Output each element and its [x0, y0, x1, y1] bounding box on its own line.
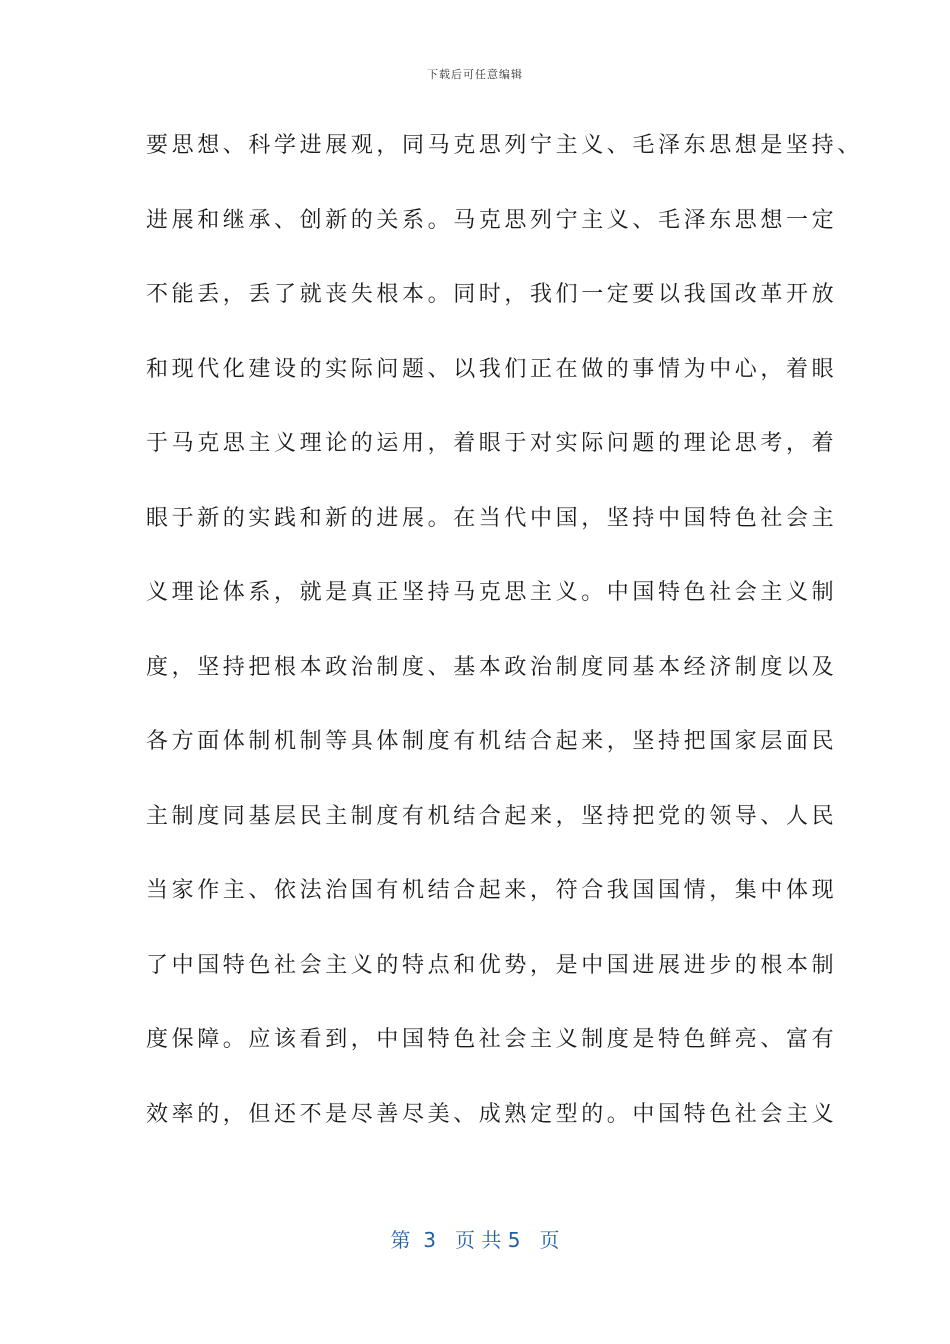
page-number-footer: 第 3 页 共 5 页 [390, 1228, 560, 1252]
body-line: 主制度同基层民主制度有机结合起来，坚持把党的领导、人民 [146, 803, 838, 829]
body-line: 于马克思主义理论的运用，着眼于对实际问题的理论思考，着 [146, 431, 838, 456]
body-line: 要思想、科学进展观，同马克思列宁主义、毛泽东思想是坚持、 [146, 133, 863, 158]
body-line: 效率的，但还不是尽善尽美、成熟定型的。中国特色社会主义 [146, 1101, 838, 1127]
body-line: 度，坚持把根本政治制度、基本政治制度同基本经济制度以及 [146, 654, 838, 680]
body-line: 了中国特色社会主义的特点和优势，是中国进展进步的根本制 [146, 952, 838, 978]
body-line: 各方面体制机制等具体制度有机结合起来，坚持把国家层面民 [146, 729, 838, 754]
body-line: 度保障。应该看到，中国特色社会主义制度是特色鲜亮、富有 [146, 1027, 838, 1052]
document-body [146, 121, 863, 1164]
page-header: 下载后可任意编辑 [427, 68, 523, 81]
body-line: 当家作主、依法治国有机结合起来，符合我国国情，集中体现 [146, 878, 838, 903]
body-line: 进展和继承、创新的关系。马克思列宁主义、毛泽东思想一定 [146, 207, 838, 233]
body-line: 不能丢，丢了就丧失根本。同时，我们一定要以我国改革开放 [146, 282, 838, 307]
body-line: 眼于新的实践和新的进展。在当代中国，坚持中国特色社会主 [146, 505, 838, 531]
body-line: 和现代化建设的实际问题、以我们正在做的事情为中心，着眼 [146, 356, 838, 382]
body-line: 义理论体系，就是真正坚持马克思主义。中国特色社会主义制 [146, 580, 838, 605]
